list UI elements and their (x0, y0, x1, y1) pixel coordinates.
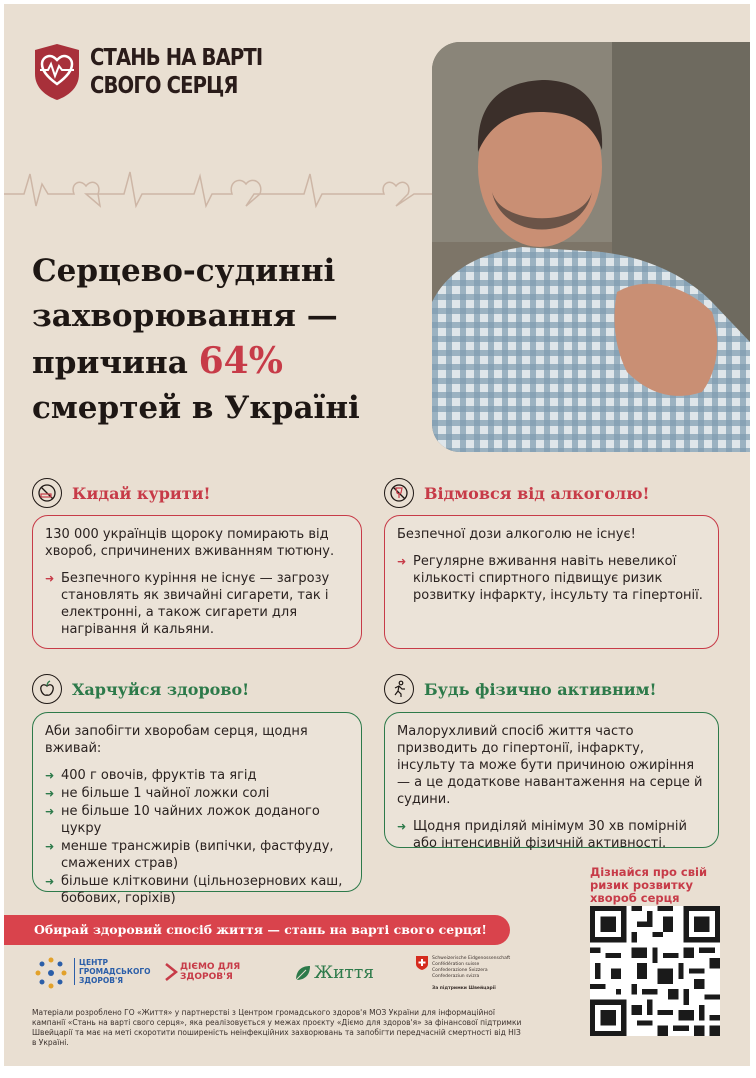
smoking-card (32, 515, 362, 649)
bullet-arrow-icon: ➜ (397, 555, 407, 568)
runner-icon (384, 674, 414, 704)
smoking-intro: 130 000 українців щороку помирають від хвороб, спричинених вживанням тютюну. (45, 527, 335, 559)
zhyttia-logo (294, 954, 384, 994)
phc-logo-text: ЦЕНТР ГРОМАДСЬКОГО ЗДОРОВ'Я (74, 958, 151, 985)
alcohol-section-heading (384, 478, 650, 508)
apple-icon (32, 674, 62, 704)
swiss-line-3: Confederazione Svizzera (432, 968, 488, 973)
diemo-logo (164, 954, 264, 994)
list-item (45, 803, 349, 837)
alcohol-card (384, 515, 719, 649)
campaign-logo-text (90, 44, 262, 100)
list-item (45, 785, 349, 802)
activity-section-heading (384, 674, 657, 704)
qr-label: Дізнайся про свій ризик розвитку хвороб серця (590, 865, 708, 905)
bullet-arrow-icon: ➜ (397, 820, 407, 833)
heart-shield-icon (32, 42, 82, 102)
zhyttia-logo-text: Життя (314, 963, 374, 983)
headline-part-1: Серцево-судинні захворювання — причина (32, 253, 338, 381)
swiss-line-2: Confédération suisse (432, 962, 480, 967)
bullet-arrow-icon: ➜ (45, 769, 55, 782)
footer-note: Матеріали розроблено ГО «Життя» у партнерстві з Центром громадського здоров'я МОЗ України для інформаційної кампанії «Стань на варті свого серця», яка реалізовується у межах проєкту «Діємо для здоров'я» за фінансової підтримки Швейцарії та має на меті скоротити поширеність неінфекційних захворювань та запобігти передчасній смертності від НІЗ в Україні. (32, 1008, 522, 1047)
food-bullet-1: 400 г овочів, фруктів та ягід (61, 768, 257, 783)
smoking-bullet-1: Безпечного куріння не існує — загрозу становлять як звичайні сигарети, так і електронні, а також сигарети для нагрівання й кальяни. (61, 571, 330, 637)
photo-man-holding-chest (432, 42, 750, 452)
food-intro: Аби запобігти хворобам серця, щодня вживай: (45, 724, 308, 756)
smoking-title: Кидай курити! (72, 483, 211, 503)
swiss-line-1: Schweizerische Eidgenossenschaft (432, 956, 511, 961)
list-item (397, 553, 706, 604)
leaf-icon (294, 964, 312, 982)
alcohol-intro: Безпечної дози алкоголю не існує! (397, 527, 636, 542)
food-bullet-5: більше клітковини (цільнозернових каш, бобових, горіхів) (61, 874, 343, 906)
qr-code[interactable] (590, 906, 720, 1036)
logo-line-2: СВОГО СЕРЦЯ (90, 73, 238, 99)
phc-logo (34, 954, 151, 994)
swiss-text (432, 956, 510, 992)
headline-highlight-percentage: 64% (198, 340, 283, 382)
poster (4, 4, 750, 1066)
bullet-arrow-icon: ➜ (45, 572, 55, 585)
bullet-arrow-icon: ➜ (45, 787, 55, 800)
bullet-arrow-icon: ➜ (45, 875, 55, 888)
diemo-arrow-icon (164, 962, 178, 982)
swiss-logo (416, 954, 526, 994)
bullet-arrow-icon: ➜ (45, 840, 55, 853)
alcohol-title: Відмовся від алкоголю! (424, 483, 650, 503)
swiss-flag-icon (416, 956, 428, 970)
activity-title: Будь фізично активним! (424, 679, 657, 699)
logo-line-1: СТАНЬ НА ВАРТІ (90, 45, 263, 71)
list-item (45, 570, 349, 638)
bullet-arrow-icon: ➜ (45, 805, 55, 818)
no-alcohol-icon (384, 478, 414, 508)
food-title: Харчуйся здорово! (72, 679, 250, 699)
slogan-banner: Обирай здоровий спосіб життя — стань на варті свого серця! (4, 915, 510, 945)
list-item (45, 767, 349, 784)
heartbeat-line-icon (4, 154, 444, 214)
phc-dots-icon (34, 956, 68, 990)
food-section-heading (32, 674, 249, 704)
list-item (397, 818, 706, 852)
food-bullet-2: не більше 1 чайної ложки солі (61, 786, 270, 801)
swiss-line-4: Confederaziun svizra (432, 974, 480, 979)
food-bullet-4: менше трансжирів (випічки, фастфуду, смажених страв) (61, 839, 334, 871)
list-item (45, 873, 349, 907)
food-card (32, 712, 362, 906)
activity-card (384, 712, 719, 851)
main-headline (32, 249, 432, 431)
diemo-logo-text: ДІЄМО ДЛЯ ЗДОРОВ'Я (180, 962, 241, 982)
activity-bullet-1: Щодня приділяй мінімум 30 хв помірній або інтенсивній фізичній активності. (413, 819, 687, 851)
no-smoking-icon (32, 478, 62, 508)
activity-intro: Малорухливий спосіб життя часто призводить до гіпертонії, інфаркту, інсульту та може бути причиною ожиріння — а це додаткове навантаження на серце й судини. (397, 724, 703, 807)
headline-part-2: смертей в Україні (32, 390, 360, 426)
swiss-support: За підтримки Швейцарії (432, 986, 496, 991)
smoking-section-heading (32, 478, 211, 508)
list-item (45, 838, 349, 872)
alcohol-bullet-1: Регулярне вживання навіть невеликої кількості спиртного підвищує ризик розвитку інфаркту, інсульту та гіпертонії. (413, 554, 703, 603)
food-bullet-3: не більше 10 чайних ложок доданого цукру (61, 804, 320, 836)
